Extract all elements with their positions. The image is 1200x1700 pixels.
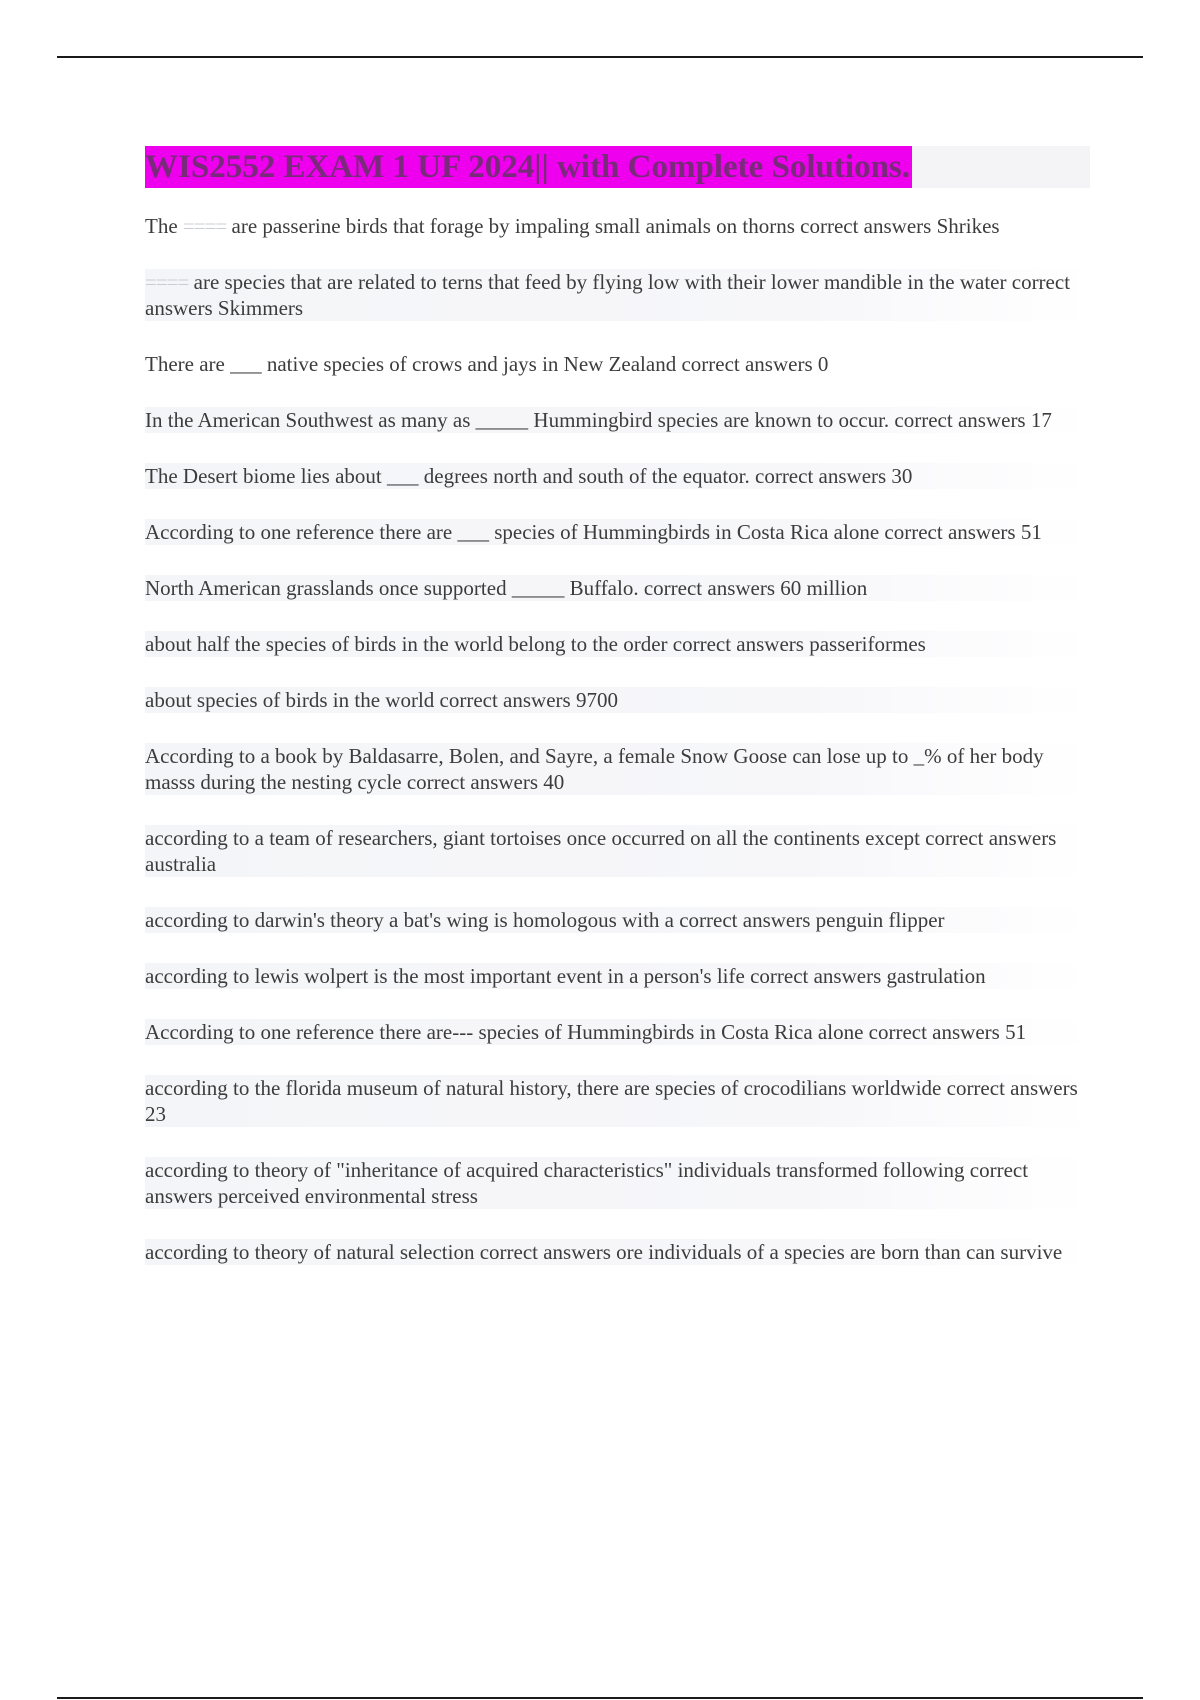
question-text: about half the species of birds in the world belong to the order correct answers passeriformes [145,632,926,656]
question-item [145,1019,1090,1045]
question-list [145,213,1090,1265]
question-text-continued: are passerine birds that forage by impaling small animals on thorns correct answers Shrikes [226,214,1000,238]
question-item [145,1239,1090,1265]
question-item [145,687,1090,713]
question-item [145,519,1090,545]
question-text: according to theory of natural selection correct answers ore individuals of a species are born than can survive [145,1240,1063,1264]
bottom-rule [57,1697,1143,1699]
question-item [145,351,1090,377]
question-item [145,907,1090,933]
document-title: WIS2552 EXAM 1 UF 2024|| with Complete Solutions. [145,146,912,188]
question-item [145,1075,1090,1127]
question-text: According to one reference there are--- species of Hummingbirds in Costa Rica alone correct answers 51 [145,1020,1027,1044]
question-item [145,575,1090,601]
question-text: about species of birds in the world correct answers 9700 [145,688,618,712]
question-text: In the American Southwest as many as _____ Hummingbird species are known to occur. correct answers 17 [145,408,1052,432]
question-item [145,743,1090,795]
question-text: According to one reference there are ___ species of Hummingbirds in Costa Rica alone correct answers 51 [145,520,1042,544]
question-text-continued: are species that are related to terns that feed by flying low with their lower mandible in the water correct answers Skimmers [145,270,1071,320]
question-text: according to darwin's theory a bat's wing is homologous with a correct answers penguin flipper [145,908,945,932]
question-text: According to a book by Baldasarre, Bolen, and Sayre, a female Snow Goose can lose up to _% of her body masss during the nesting cycle correct answers 40 [145,744,1044,794]
top-rule [57,56,1143,58]
question-item [145,631,1090,657]
question-item [145,963,1090,989]
question-text: There are ___ native species of crows and jays in New Zealand correct answers 0 [145,352,829,376]
question-text: The Desert biome lies about ___ degrees north and south of the equator. correct answers 30 [145,464,913,488]
question-text: The [145,214,183,238]
question-text: according to the florida museum of natural history, there are species of crocodilians worldwide correct answers 23 [145,1076,1078,1126]
question-text: North American grasslands once supported _____ Buffalo. correct answers 60 million [145,576,868,600]
answer-blank: ==== [182,214,227,238]
question-item [145,825,1090,877]
question-text: according to lewis wolpert is the most important event in a person's life correct answers gastrulation [145,964,986,988]
answer-blank: ==== [145,270,189,294]
question-item [145,213,1090,239]
title-band [145,146,1090,188]
question-item [145,407,1090,433]
question-item [145,1157,1090,1209]
question-item [145,463,1090,489]
question-item [145,269,1090,321]
question-text: according to a team of researchers, giant tortoises once occurred on all the continents except correct answers australia [145,826,1057,876]
question-text: according to theory of "inheritance of acquired characteristics" individuals transformed following correct answers perceived environmental stress [145,1158,1029,1208]
document-body [145,146,1090,1295]
